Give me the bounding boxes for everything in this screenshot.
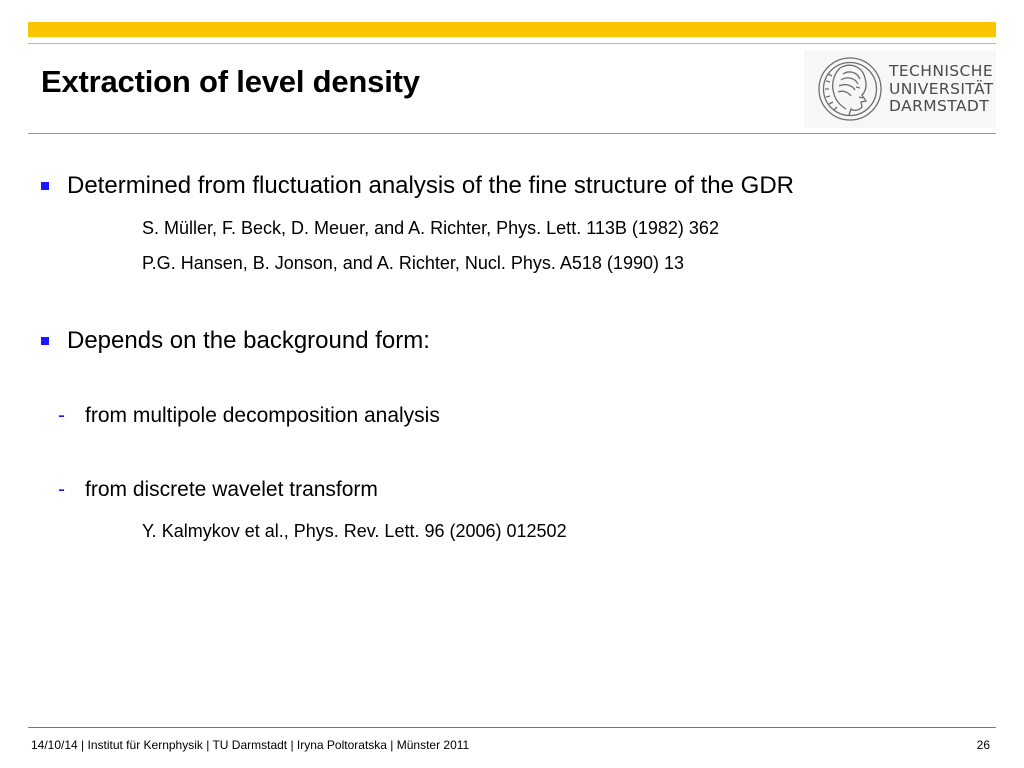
- top-accent-bar: [28, 22, 996, 37]
- page-number: 26: [976, 738, 990, 752]
- logo-wordmark: [889, 63, 994, 116]
- bullet-marker-1: [41, 182, 49, 190]
- reference-3: Y. Kalmykov et al., Phys. Rev. Lett. 96 (2006) 012502: [142, 521, 567, 541]
- bullet-marker-2: [41, 337, 49, 345]
- reference-1: S. Müller, F. Beck, D. Meuer, and A. Richter, Phys. Lett. 113B (1982) 362: [142, 218, 719, 238]
- bullet-text-2: Depends on the background form:: [67, 327, 430, 354]
- sub-item-marker-2: -: [58, 478, 65, 501]
- tu-darmstadt-logo: [804, 50, 996, 128]
- sub-item-text-2: from discrete wavelet transform: [85, 478, 378, 501]
- athena-head-logo-icon: [816, 54, 884, 124]
- logo-line-2: UNIVERSITÄT: [889, 79, 994, 98]
- sub-item-marker-1: -: [58, 404, 65, 427]
- slide-title: Extraction of level density: [41, 64, 420, 99]
- reference-2: P.G. Hansen, B. Jonson, and A. Richter, Nucl. Phys. A518 (1990) 13: [142, 253, 684, 273]
- sub-item-text-1: from multipole decomposition analysis: [85, 404, 440, 427]
- footer-divider: [28, 727, 996, 728]
- top-divider: [28, 43, 996, 44]
- logo-line-3: DARMSTADT: [889, 97, 990, 115]
- header-divider: [28, 133, 996, 134]
- bullet-text-1: Determined from fluctuation analysis of the fine structure of the GDR: [67, 172, 794, 199]
- logo-line-1: TECHNISCHE: [889, 62, 994, 80]
- footer-info: 14/10/14 | Institut für Kernphysik | TU Darmstadt | Iryna Poltoratska | Münster 2011: [31, 738, 470, 752]
